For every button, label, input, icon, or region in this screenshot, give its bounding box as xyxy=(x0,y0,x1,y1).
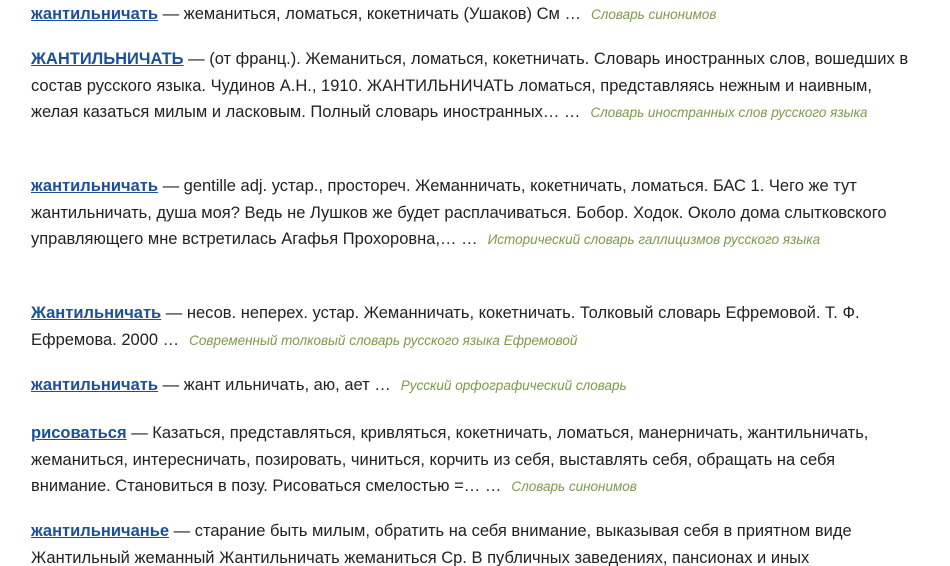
result-source-link[interactable]: Словарь синонимов xyxy=(590,7,717,22)
result-source-link[interactable]: Исторический словарь галлицизмов русского языка xyxy=(487,232,821,247)
result-term-link[interactable]: жантильничать xyxy=(31,177,158,195)
result-definition: — жант ильничать, аю, ает … xyxy=(157,376,391,394)
result-entry xyxy=(31,173,911,254)
result-entry xyxy=(31,46,911,127)
result-entry xyxy=(31,372,911,400)
result-term-link[interactable]: жантильничанье xyxy=(31,522,170,540)
result-term-link[interactable]: Жантильничать xyxy=(31,304,162,322)
result-source-link[interactable]: Современный толковый словарь русского языка Ефремовой xyxy=(189,332,578,348)
result-source-link[interactable]: Словарь иностранных слов русского языка xyxy=(590,105,868,120)
result-term-link[interactable]: жантильничать xyxy=(31,5,158,23)
result-definition: — старание быть милым, обратить на себя внимание, выказывая себя в приятном виде Жантильный жеманный Жантильничать жеманиться Ср. В публичных заведениях, пансионах и иных xyxy=(31,522,852,566)
result-term-link[interactable]: рисоваться xyxy=(31,424,127,442)
result-definition: — (от франц.). Жеманиться, ломаться, кокетничать. Словарь иностранных слов, вошедших в состав русского языка. Чудинов А.Н., 1910. ЖАНТИЛЬНИЧАТЬ ломаться, представляясь нежным и наивным, желая казаться милым и ласковым. Полный словарь иностранных… … xyxy=(31,50,909,121)
result-entry xyxy=(31,1,911,29)
result-definition: — Казаться, представляться, кривляться, кокетничать, ломаться, манерничать, жантильничать, жеманиться, интересничать, позировать, чиниться, корчить из себя, выставлять себя, обращать на себя внимание. Становиться в позу. Рисоваться смелостью =… … xyxy=(31,424,869,495)
result-definition: — несов. неперех. устар. Жеманничать, кокетничать. Толковый словарь Ефремовой. Т. Ф. Ефремова. 2000 … xyxy=(31,304,860,349)
result-entry xyxy=(31,518,911,566)
result-entry xyxy=(31,420,911,501)
result-definition: — gentille adj. устар., простореч. Жеманничать, кокетничать, ломаться. БАС 1. Чего же тут жантильничать, душа моя? Ведь не Лушков же будет расплачиваться. Бобор. Ходок. Около дома слытковского управляющего мне встретилась Агафья Прохоровна,… … xyxy=(31,177,887,248)
result-term-link[interactable]: ЖАНТИЛЬНИЧАТЬ xyxy=(31,50,184,68)
result-source-link[interactable]: Словарь синонимов xyxy=(511,479,637,494)
result-term-link[interactable]: жантильничать xyxy=(31,376,158,394)
result-entry xyxy=(31,300,911,354)
result-source-link[interactable]: Русский орфографический словарь xyxy=(400,378,627,393)
result-definition: — жеманиться, ломаться, кокетничать (Ушаков) См … xyxy=(157,5,581,23)
